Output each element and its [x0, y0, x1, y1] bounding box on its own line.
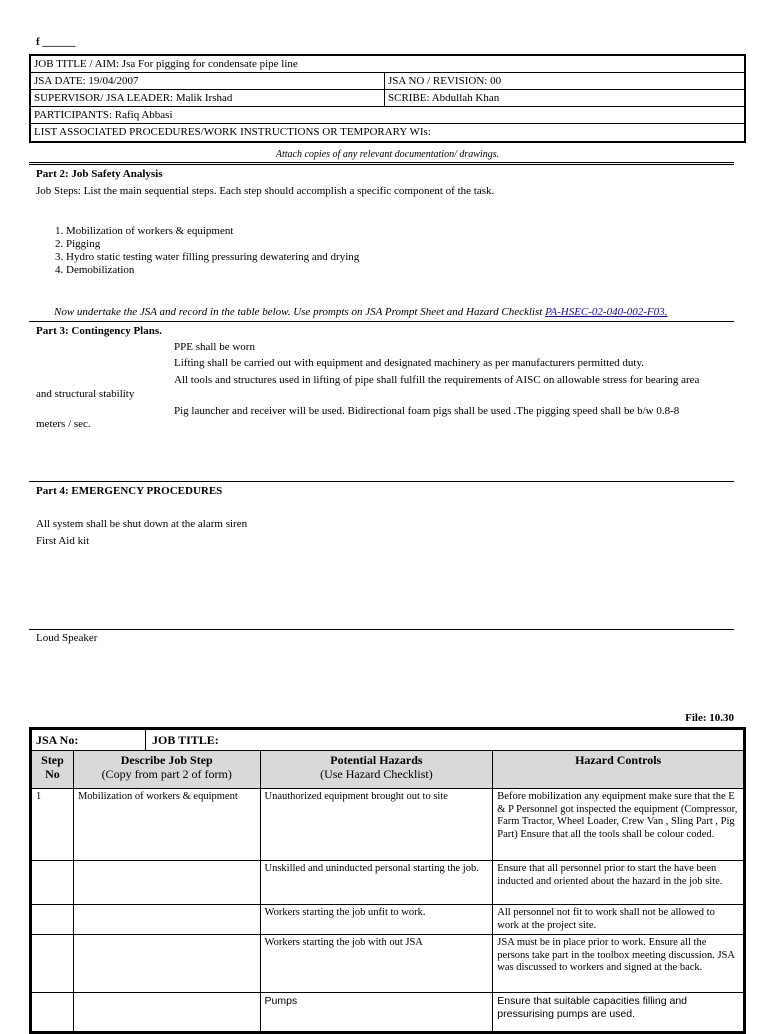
- control-cell: JSA must be in place prior to work. Ensure all the persons take part in the toolbox meeting discussion. JSA was discussed to workers and signed at the back.: [493, 935, 745, 993]
- attach-note: Attach copies of any relevant documentation/ drawings.: [275, 149, 500, 160]
- jsa-date-field: JSA DATE: 19/04/2007: [31, 73, 385, 89]
- contingency-line: PPE shall be worn: [174, 341, 255, 353]
- control-cell: Ensure that suitable capacities filling and pressurising pumps are used.: [493, 993, 745, 1033]
- contingency-line: meters / sec.: [36, 418, 91, 430]
- list-item: 4. Demobilization: [66, 264, 359, 277]
- describe-cell: [73, 861, 260, 905]
- undertake-text: Now undertake the JSA and record in the table below. Use prompts on JSA Prompt Sheet and Hazard Checklist: [54, 306, 546, 318]
- file-label: File: 10.30: [685, 712, 734, 724]
- header-controls: Hazard Controls: [493, 751, 745, 789]
- header-hazards: Potential Hazards (Use Hazard Checklist): [260, 751, 493, 789]
- hazard-cell: Unskilled and uninducted personal starting the job.: [260, 861, 493, 905]
- hazard-cell: Workers starting the job with out JSA: [260, 935, 493, 993]
- job-title-field: JOB TITLE / AIM: Jsa For pigging for condensate pipe line: [34, 58, 298, 70]
- jsa-no-label: JSA No:: [32, 730, 146, 750]
- control-cell: Before mobilization any equipment make sure that the E & P Personnel got inspected the equipment (Compressor, Farm Tractor, Wheel Loader, Crew Van , Sling Part , Pig Part) Ensure that all the tools shall be colour coded.: [493, 789, 745, 861]
- jsa-no-cell: [31, 729, 261, 751]
- hazard-cell: Unauthorized equipment brought out to site: [260, 789, 493, 861]
- jsa-table: [29, 727, 746, 1034]
- procedures-field: LIST ASSOCIATED PROCEDURES/WORK INSTRUCTIONS OR TEMPORARY WIs:: [34, 126, 431, 138]
- describe-cell: [73, 935, 260, 993]
- divider: [29, 629, 734, 630]
- hazard-cell: Workers starting the job unfit to work.: [260, 905, 493, 935]
- part3-title: Part 3: Contingency Plans.: [36, 325, 162, 337]
- part2-intro: Job Steps: List the main sequential steps. Each step should accomplish a specific component of the task.: [36, 185, 495, 197]
- part2-title: Part 2: Job Safety Analysis: [36, 168, 163, 180]
- emergency-line: Loud Speaker: [36, 632, 98, 644]
- divider: [29, 481, 734, 482]
- job-steps-list: [34, 225, 359, 277]
- describe-cell: [73, 905, 260, 935]
- list-item: 2. Pigging: [66, 238, 359, 251]
- control-cell: All personnel not fit to work shall not be allowed to work at the project site.: [493, 905, 745, 935]
- hazard-cell: Pumps: [260, 993, 493, 1033]
- step-cell: [31, 905, 74, 935]
- job-header-table: [29, 54, 746, 143]
- step-cell: [31, 935, 74, 993]
- scribe-field: SCRIBE: Abdullah Khan: [388, 92, 500, 104]
- table-row: [31, 993, 745, 1033]
- list-item: 1. Mobilization of workers & equipment: [66, 225, 359, 238]
- divider: [29, 321, 734, 322]
- step-cell: 1: [31, 789, 74, 861]
- participants-field: PARTICIPANTS: Rafiq Abbasi: [34, 109, 173, 121]
- describe-cell: Mobilization of workers & equipment: [73, 789, 260, 861]
- describe-cell: [73, 993, 260, 1033]
- header-step-no: Step No: [31, 751, 74, 789]
- contingency-line: All tools and structures used in lifting of pipe shall fulfill the requirements of AISC on allowable stress for bearing area: [174, 374, 700, 386]
- step-cell: [31, 993, 74, 1033]
- table-row: [31, 789, 745, 861]
- jsa-no-field: JSA NO / REVISION: 00: [388, 75, 502, 87]
- list-item: 3. Hydro static testing water filling pressuring dewatering and drying: [66, 251, 359, 264]
- job-title-label: JOB TITLE:: [152, 732, 219, 747]
- table-row: [31, 905, 745, 935]
- supervisor-field: SUPERVISOR/ JSA LEADER: Malik Irshad: [31, 90, 385, 106]
- emergency-line: All system shall be shut down at the alarm siren: [36, 518, 248, 530]
- control-cell: Ensure that all personnel prior to start the have been inducted and oriented about the hazard in the job site.: [493, 861, 745, 905]
- emergency-line: First Aid kit: [36, 535, 90, 547]
- step-cell: [31, 861, 74, 905]
- hazard-checklist-link[interactable]: PA-HSEC-02-040-002-F03.: [545, 306, 668, 318]
- contingency-line: and structural stability: [36, 388, 135, 400]
- table-row: [31, 935, 745, 993]
- contingency-line: Lifting shall be carried out with equipment and designated machinery as per manufacturers permitted duty.: [174, 357, 644, 369]
- top-mark: f ______: [36, 36, 76, 48]
- contingency-line: Pig launcher and receiver will be used. Bidirectional foam pigs shall be used .The pigging speed shall be b/w 0.8-8: [174, 405, 680, 417]
- divider: [29, 162, 734, 165]
- table-row: [31, 861, 745, 905]
- undertake-note: [54, 306, 667, 318]
- part4-title: Part 4: EMERGENCY PROCEDURES: [36, 485, 223, 497]
- job-title-value: [260, 729, 745, 751]
- header-describe: Describe Job Step (Copy from part 2 of form): [73, 751, 260, 789]
